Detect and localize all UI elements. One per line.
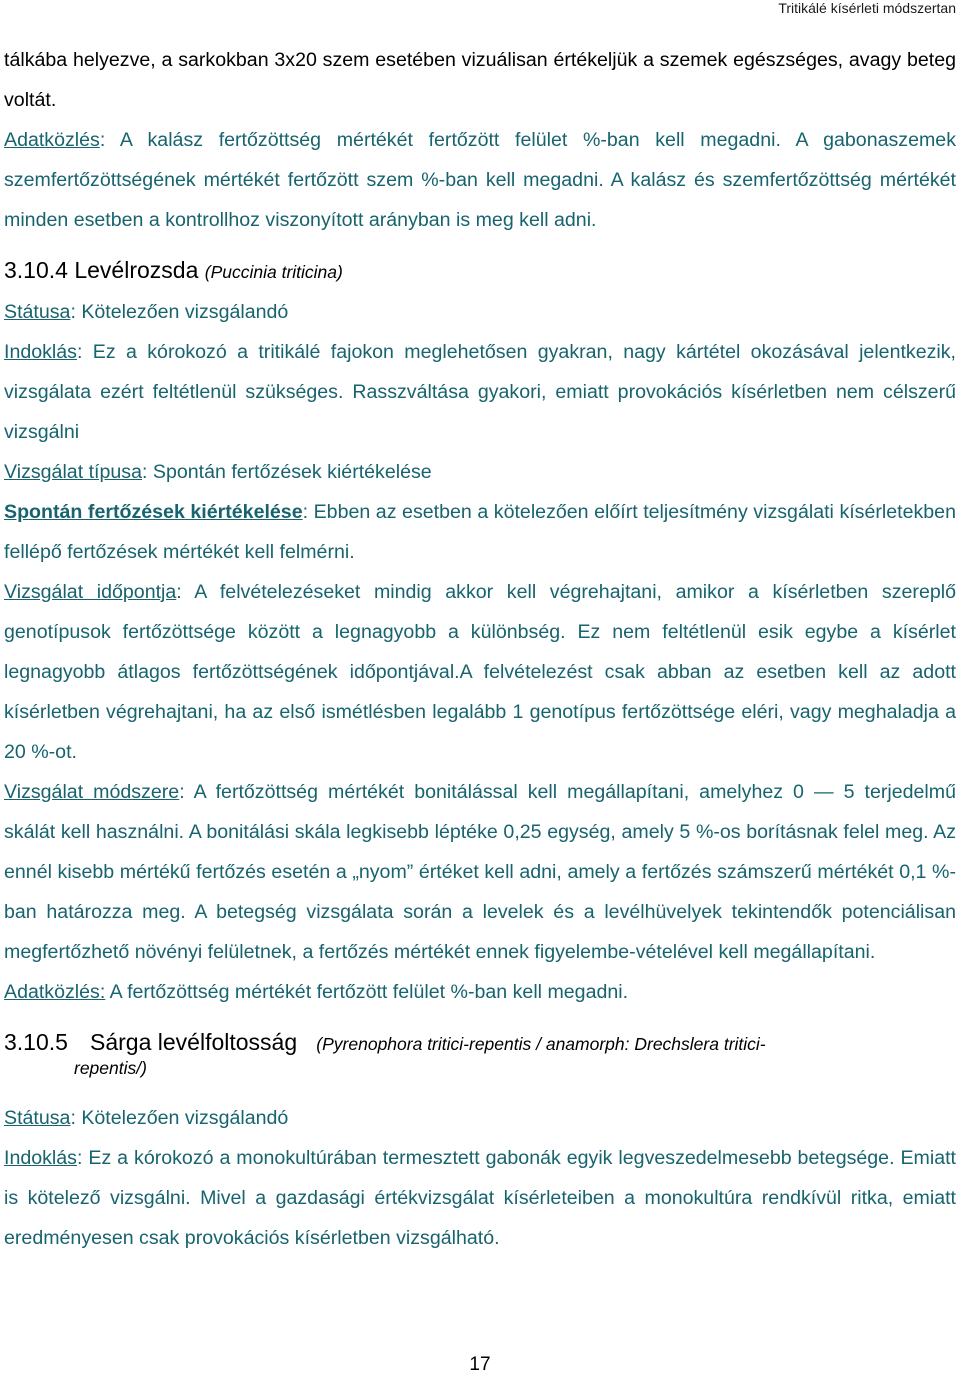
section-heading-sarga-levelfoltossag: [4, 1030, 956, 1080]
running-header: Tritikálé kísérleti módszertan: [778, 0, 956, 16]
section-heading-title: 3.10.4 Levélrozsda: [4, 257, 199, 283]
idopont-label: Vizsgálat időpontja: [4, 581, 177, 603]
adatkozles-label-2: Adatközlés:: [4, 981, 106, 1003]
spontan-text: : Ebben az esetben a kötelezően előírt teljesítmény vizsgálati kísérletekben fellépő fertőzések mértékét kell felmérni.: [4, 501, 956, 563]
spontan-paragraph: [4, 492, 956, 572]
section-heading-scientific: (Puccinia triticina): [204, 262, 343, 282]
tipus-label: Vizsgálat típusa: [4, 461, 142, 483]
document-body: [4, 40, 956, 1258]
adatkozles-text: : A kalász fertőzöttség mértékét fertőzött felület %-ban kell megadni. A gabonaszemek szemfertőzöttségének mértékét fertőzött szem %-ban kell megadni. A kalász és szemfertőzöttség mértékét minden esetben a kontrollhoz viszonyított arányban is meg kell adni.: [4, 129, 956, 231]
tipus-paragraph: [4, 452, 956, 492]
section-heading-scientific-2b: repentis/): [74, 1058, 147, 1078]
indoklas-text: : Ez a kórokozó a tritikálé fajokon meglehetősen gyakran, nagy kártétel okozásával jelentkezik, vizsgálata ezért feltétlenül szükséges. Rasszváltása gyakori, emiatt provokációs kísérletben nem célszerű vizsgálni: [4, 341, 956, 443]
indoklas-text-2: : Ez a kórokozó a monokultúrában termesztett gabonák egyik legveszedelmesebb betegsége. Emiatt is kötelező vizsgálni. Mivel a gazdasági értékvizsgálat kísérleteiben a monokultúra rendkívül ritka, emiatt eredményesen csak provokációs kísérletben vizsgálható.: [4, 1147, 956, 1249]
section-heading-number: 3.10.5: [4, 1029, 68, 1055]
section-heading-title-2: Sárga levélfoltosság: [90, 1029, 298, 1055]
indoklas-label: Indoklás: [4, 341, 77, 363]
section-heading-scientific-2a: (Pyrenophora tritici-repentis / anamorph: Drechslera tritici-: [316, 1034, 766, 1054]
indoklas-paragraph-2: [4, 1138, 956, 1258]
page-number: 17: [469, 1354, 491, 1375]
modszer-label: Vizsgálat módszere: [4, 781, 180, 803]
intro-paragraph: tálkába helyezve, a sarkokban 3x20 szem esetében vizuálisan értékeljük a szemek egészséges, avagy beteg voltát.: [4, 49, 956, 111]
tipus-text: : Spontán fertőzések kiértékelése: [141, 461, 432, 483]
status-label-2: Státusa: [4, 1107, 71, 1129]
status-paragraph: [4, 292, 956, 332]
indoklas-label-2: Indoklás: [4, 1147, 77, 1169]
spontan-label: Spontán fertőzések kiértékelése: [4, 501, 303, 523]
modszer-text: : A fertőzöttség mértékét bonitálással kell megállapítani, amelyhez 0 — 5 terjedelmű skálát kell használni. A bonitálási skála legkisebb léptéke 0,25 egység, amely 5 %-os borításnak felel meg. Az ennél kisebb mértékű fertőzés esetén a „nyom” értéket kell adni, amely a fertőzés számszerű mértékét 0,1 %-ban határozza meg. A betegség vizsgálata során a levelek és a levélhüvelyek tekintendők potenciálisan megfertőzhető növényi felületnek, a fertőzés mértékét ennek figyelembe-vételével kell megállapítani.: [4, 781, 956, 963]
idopont-paragraph: [4, 572, 956, 772]
indoklas-paragraph: [4, 332, 956, 452]
status-paragraph-2: [4, 1098, 956, 1138]
idopont-text: : A felvételezéseket mindig akkor kell végrehajtani, amikor a kísérletben szereplő genotípusok fertőzöttsége között a legnagyobb a különbség. Ez nem feltétlenül esik egybe a kísérlet legnagyobb átlagos fertőzöttségének időpontjával.A felvételezést csak abban az esetben kell az adott kísérletben végrehajtani, ha az első ismétlésben legalább 1 genotípus fertőzöttsége eléri, vagy meghaladja a 20 %-ot.: [4, 581, 956, 763]
section-heading-text: [74, 1029, 956, 1080]
modszer-paragraph: [4, 772, 956, 972]
adatkozles-text-2: A fertőzöttség mértékét fertőzött felület %-ban kell megadni.: [105, 981, 629, 1003]
adatkozles-label: Adatközlés: [4, 129, 100, 151]
adatkozles-paragraph-2: [4, 972, 956, 1012]
status-label: Státusa: [4, 301, 71, 323]
section-heading-levelrozsda: [4, 250, 956, 292]
status-text-2: : Kötelezően vizsgálandó: [70, 1107, 289, 1129]
intro-adatkozles-paragraph: [4, 120, 956, 240]
status-text: : Kötelezően vizsgálandó: [70, 301, 289, 323]
